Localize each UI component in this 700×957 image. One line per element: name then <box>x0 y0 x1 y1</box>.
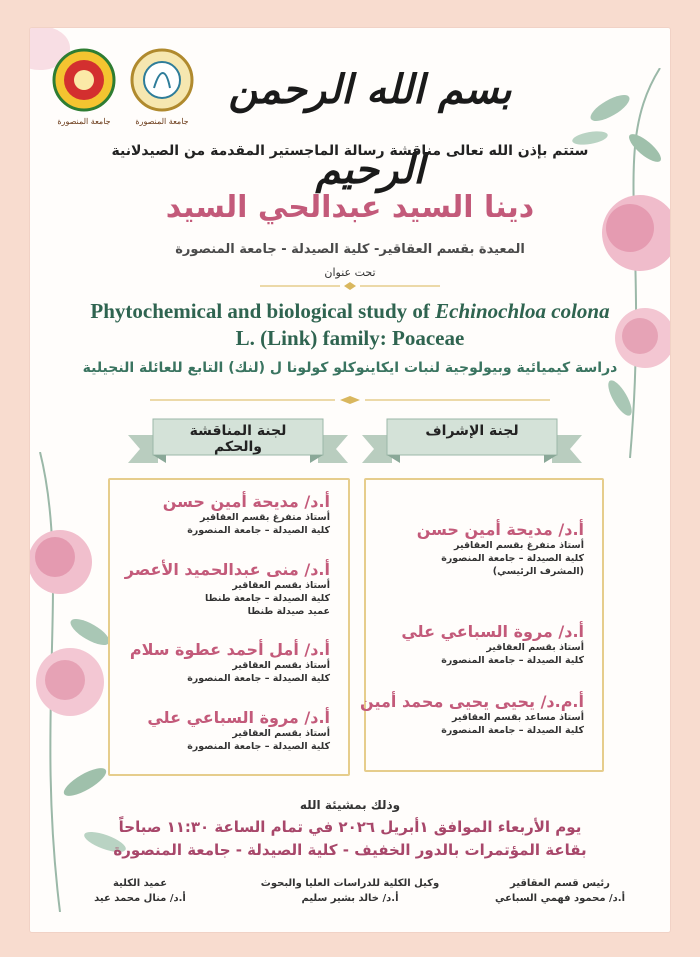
thesis-title-english <box>30 298 670 352</box>
member-detail: أستاذ بقسم العقاقير <box>486 642 584 653</box>
signature-role: عميد الكلية <box>112 878 168 889</box>
signature-role: وكيل الكلية للدراسات العليا والبحوث <box>260 878 440 889</box>
member-name: أ.م.د/ يحيى يحيى محمد أمين <box>360 692 584 711</box>
thesis-title-species: Echinochloa colona <box>435 299 610 323</box>
member-detail: أستاذ مساعد بقسم العقاقير <box>451 712 584 723</box>
member-name: أ.د/ منى عبدالحميد الأعصر <box>124 560 330 579</box>
member-detail: أستاذ بقسم العقاقير <box>232 660 330 671</box>
committee-member <box>401 622 584 667</box>
committee-member <box>163 492 330 537</box>
announcement-text: ستتم بإذن الله تعالى مناقشة رسالة الماجستير المقدمة من الصيدلانية <box>111 143 589 159</box>
university-logo-text: جامعة المنصورة <box>135 117 189 126</box>
signature-department-head <box>460 878 660 904</box>
candidate-affiliation: المعيدة بقسم العقاقير- كلية الصيدلة - جامعة المنصورة <box>175 242 525 257</box>
member-detail: كلية الصيدلة – جامعة طنطا <box>205 593 330 604</box>
member-name: أ.د/ مديحة أمين حسن <box>162 492 330 511</box>
bismillah-calligraphy: بسم الله الرحمن الرحيم <box>228 66 512 193</box>
committee-member <box>130 640 330 685</box>
discussion-committee-box <box>108 478 350 776</box>
member-detail: أستاذ متفرغ بقسم العقاقير <box>200 512 330 523</box>
under-title-label: تحت عنوان <box>324 266 376 279</box>
member-detail: أستاذ متفرغ بقسم العقاقير <box>454 540 584 551</box>
supervision-committee-box <box>360 478 604 772</box>
invitation-card <box>30 28 670 932</box>
signature-role: رئيس قسم العقاقير <box>510 878 610 889</box>
university-logo <box>130 48 194 126</box>
event-venue: بقاعة المؤتمرات بالدور الخفيف - كلية الصيدلة - جامعة المنصورة <box>113 841 587 859</box>
discussion-committee-banner <box>128 413 348 475</box>
thesis-title-part2: L. (Link) family: Poaceae <box>235 326 465 350</box>
signature-name: أ.د/ منال محمد عيد <box>94 893 186 904</box>
member-detail: كلية الصيدلة – جامعة المنصورة <box>187 741 330 752</box>
committee-member <box>147 708 330 753</box>
signature-name: أ.د/ خالد بشير سليم <box>301 893 399 904</box>
supervision-committee-title: لجنة الإشراف <box>425 423 519 439</box>
committee-member <box>125 560 330 618</box>
thesis-title-arabic: دراسة كيميائية وبيولوجية لنبات ايكاينوكلو كولونا ل (لنك) التابع للعائلة النجيلية <box>82 360 618 376</box>
event-date: يوم الأربعاء الموافق ١أبريل ٢٠٢٦ في تمام الساعة ١١:٣٠ صباحاً <box>118 818 582 836</box>
floral-decoration-top-right <box>550 68 670 458</box>
faculty-logo-text: جامعة المنصورة <box>57 117 111 126</box>
closing-text: وذلك بمشيئة الله <box>299 798 401 812</box>
member-detail: عميد صيدلة طنطا <box>247 606 330 617</box>
member-detail: كلية الصيدلة – جامعة المنصورة <box>441 553 584 564</box>
member-name: أ.د/ مروة السباعي علي <box>401 622 584 641</box>
member-detail: كلية الصيدلة – جامعة المنصورة <box>441 725 584 736</box>
supervision-committee-banner <box>362 413 582 475</box>
faculty-logo <box>52 48 116 126</box>
signature-vice-dean <box>250 878 450 904</box>
member-name: أ.د/ مديحة أمين حسن <box>416 520 584 539</box>
ornament-divider-icon <box>260 282 440 290</box>
member-detail: أستاذ بقسم العقاقير <box>232 580 330 591</box>
committee-member <box>417 520 584 578</box>
ornament-divider-icon <box>150 396 550 404</box>
member-detail: كلية الصيدلة – جامعة المنصورة <box>187 673 330 684</box>
member-name: أ.د/ مروة السباعي علي <box>147 708 330 727</box>
candidate-name: دينا السيد عبدالحي السيد <box>165 190 535 225</box>
signature-dean <box>70 878 210 904</box>
member-detail: كلية الصيدلة – جامعة المنصورة <box>187 525 330 536</box>
member-name: أ.د/ أمل أحمد عطوة سلام <box>129 640 330 659</box>
committee-member <box>360 692 584 737</box>
member-detail: (المشرف الرئيسي) <box>492 566 584 577</box>
thesis-title-part1: Phytochemical and biological study of <box>90 299 436 323</box>
faculty-emblem-icon <box>52 48 116 112</box>
member-detail: أستاذ بقسم العقاقير <box>232 728 330 739</box>
university-emblem-icon <box>130 48 194 112</box>
signature-name: أ.د/ محمود فهمي السباعي <box>494 893 626 904</box>
discussion-committee-title: لجنة المناقشة والحكم <box>189 423 287 455</box>
member-detail: كلية الصيدلة – جامعة المنصورة <box>441 655 584 666</box>
